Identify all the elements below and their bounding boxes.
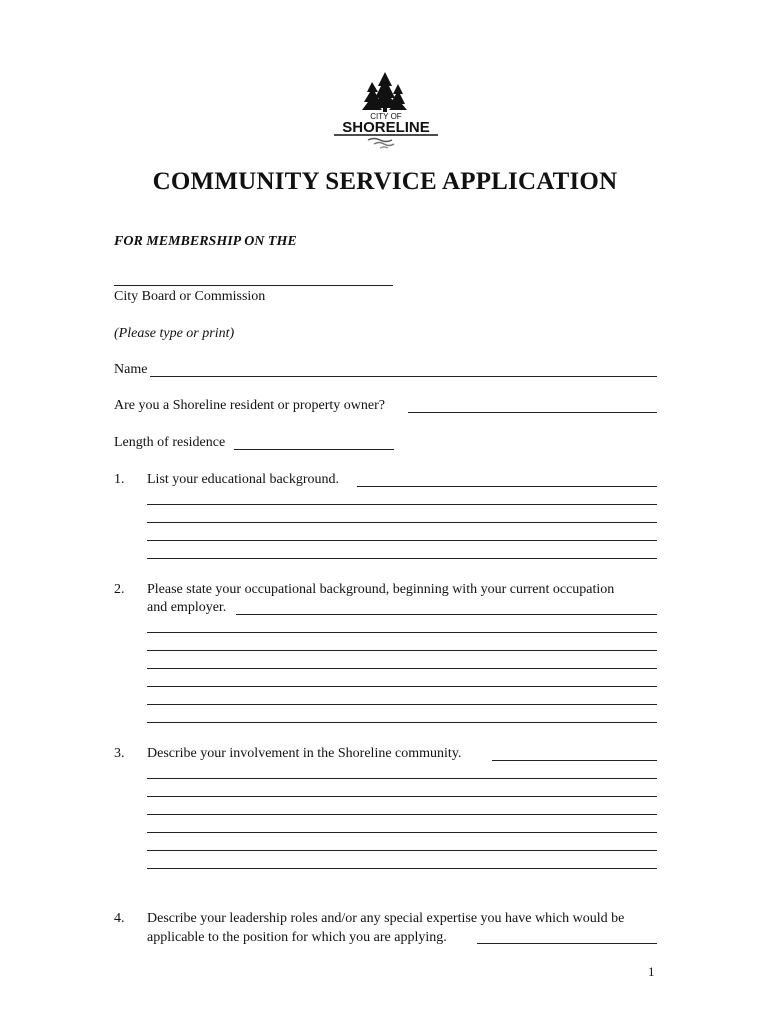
answer-line[interactable] [147, 796, 657, 797]
answer-line[interactable] [147, 704, 657, 705]
answer-line[interactable] [147, 722, 657, 723]
residence-input-line[interactable] [234, 449, 394, 450]
page-number: 1 [648, 964, 655, 979]
answer-line[interactable] [147, 668, 657, 669]
answer-line[interactable] [492, 760, 657, 761]
residence-label: Length of residence [114, 435, 226, 450]
question-text-continued: applicable to the position for which you are applying. [147, 930, 447, 945]
answer-line[interactable] [147, 540, 657, 541]
resident-label: Are you a Shoreline resident or property owner? [114, 398, 385, 413]
name-input-line[interactable] [150, 376, 657, 377]
board-caption: City Board or Commission [114, 289, 266, 304]
board-input-line[interactable] [114, 285, 393, 286]
answer-line[interactable] [147, 632, 657, 633]
answer-line[interactable] [147, 522, 657, 523]
answer-line[interactable] [357, 486, 657, 487]
resident-input-line[interactable] [408, 412, 657, 413]
question-number: 3. [114, 746, 125, 761]
question-number: 2. [114, 582, 125, 597]
answer-line[interactable] [147, 650, 657, 651]
answer-line[interactable] [147, 832, 657, 833]
answer-line[interactable] [147, 850, 657, 851]
membership-label: FOR MEMBERSHIP ON THE [114, 234, 297, 249]
answer-line[interactable] [147, 504, 657, 505]
logo-top-text: CITY OF [370, 112, 402, 121]
question-text: Describe your involvement in the Shoreline community. [147, 746, 462, 761]
city-of-shoreline-logo [330, 72, 442, 152]
question-text: List your educational background. [147, 472, 340, 487]
answer-line[interactable] [236, 614, 657, 615]
question-number: 4. [114, 911, 125, 926]
question-text: Describe your leadership roles and/or any special expertise you have which would be [147, 911, 625, 926]
answer-line[interactable] [147, 778, 657, 779]
answer-line[interactable] [147, 558, 657, 559]
page-title: COMMUNITY SERVICE APPLICATION [152, 168, 618, 195]
question-number: 1. [114, 472, 125, 487]
answer-line[interactable] [147, 814, 657, 815]
name-label: Name [114, 362, 148, 377]
logo-name-text: SHORELINE [342, 119, 430, 136]
question-text: Please state your occupational background, beginning with your current occupation [147, 582, 615, 597]
question-text-continued: and employer. [147, 600, 227, 615]
answer-line[interactable] [147, 686, 657, 687]
answer-line[interactable] [477, 943, 657, 944]
instruction-text: (Please type or print) [114, 326, 235, 341]
answer-line[interactable] [147, 868, 657, 869]
logo-graphic [330, 72, 442, 152]
